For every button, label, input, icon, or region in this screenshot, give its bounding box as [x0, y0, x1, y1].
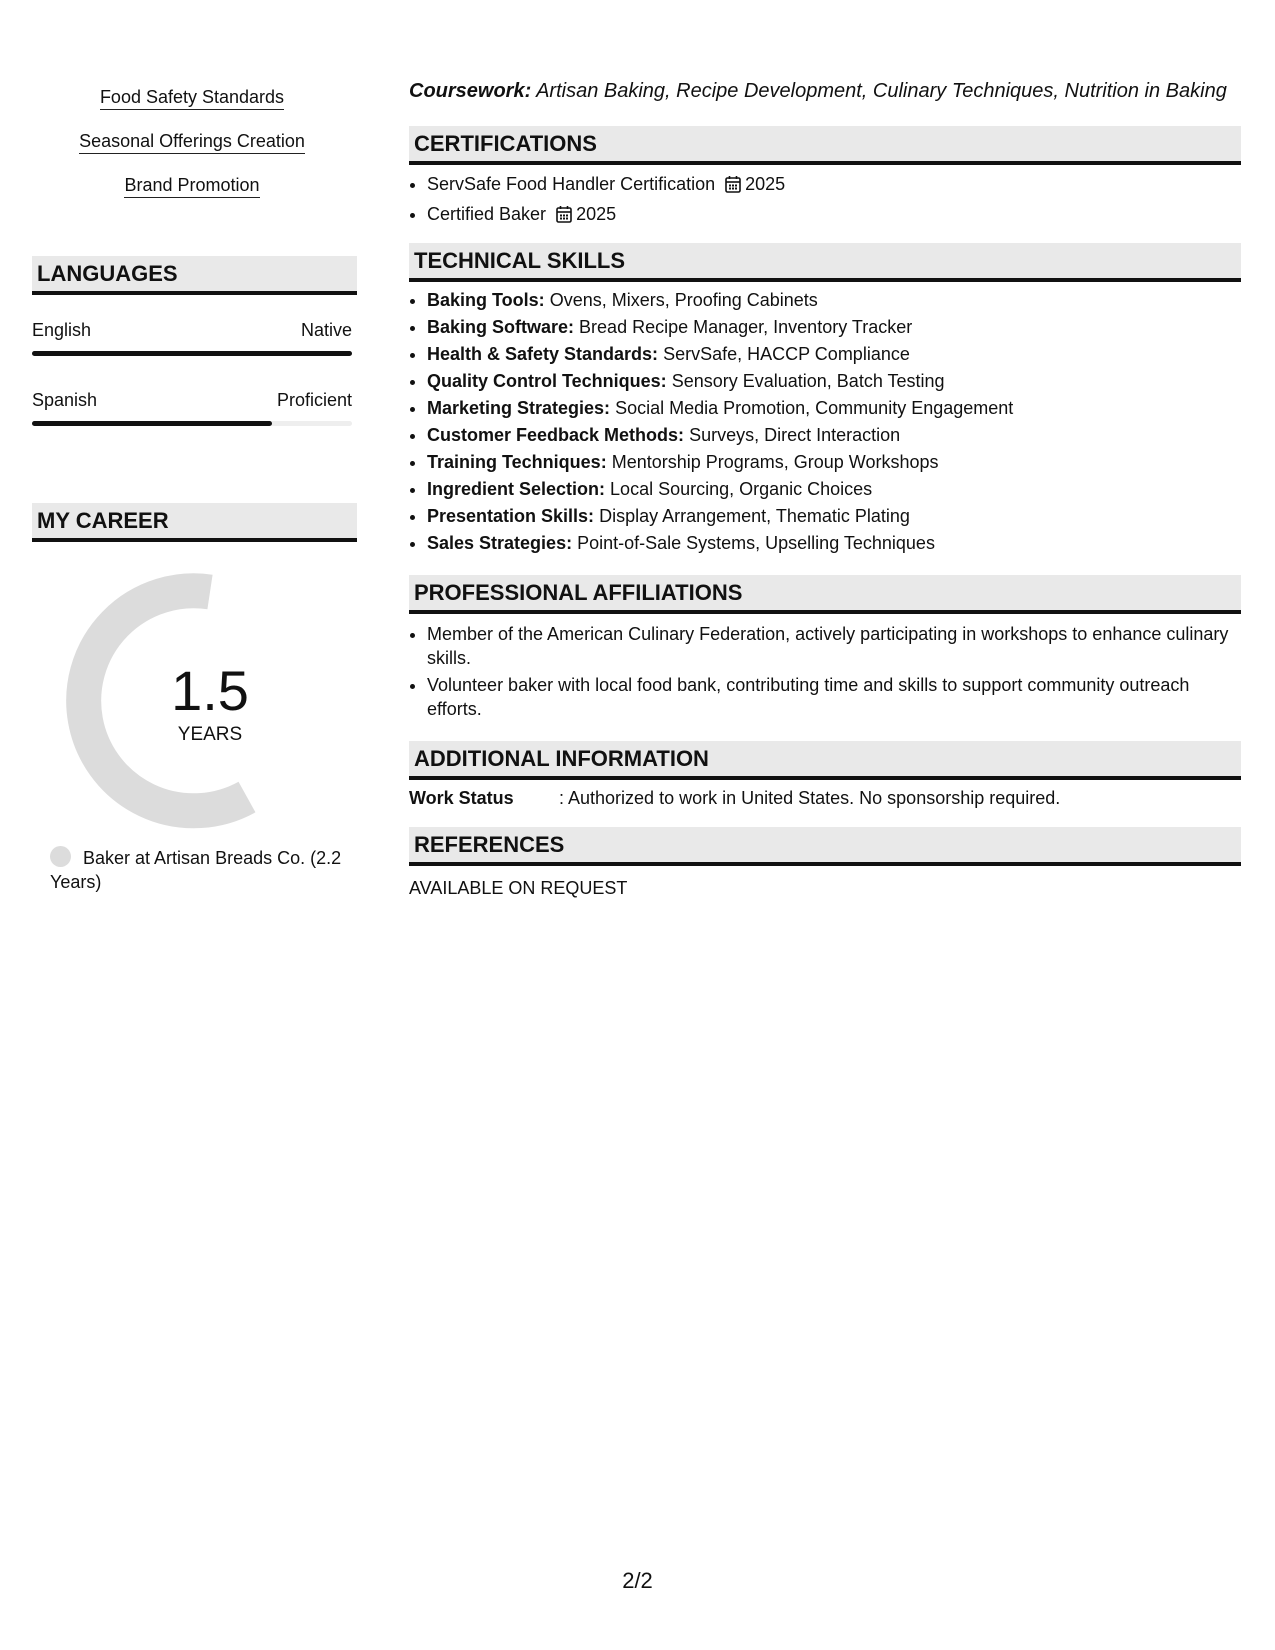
certifications-list	[409, 171, 1241, 231]
certification-year: 2025	[745, 174, 786, 194]
skill-value: Local Sourcing, Organic Choices	[610, 479, 873, 499]
language-bar	[32, 351, 352, 356]
legend-swatch	[50, 846, 71, 867]
certification-name: ServSafe Food Handler Certification	[427, 174, 716, 194]
certifications-section	[409, 126, 1241, 231]
skill-value: Display Arrangement, Thematic Plating	[599, 506, 910, 526]
skill-chips	[32, 86, 352, 218]
work-status-value: : Authorized to work in United States. No sponsorship required.	[559, 788, 1061, 808]
career-total-unit: YEARS	[177, 724, 243, 745]
coursework-label: Coursework:	[409, 80, 532, 102]
certification-name: Certified Baker	[427, 204, 547, 224]
affiliations-list	[409, 622, 1241, 721]
skill-item	[427, 503, 1241, 530]
languages-heading: LANGUAGES	[32, 256, 357, 295]
language-bar	[32, 421, 352, 426]
skill-value: Social Media Promotion, Community Engagement	[615, 398, 1014, 418]
skill-label: Sales Strategies:	[427, 533, 573, 553]
skill-value: Ovens, Mixers, Proofing Cabinets	[549, 290, 818, 310]
affiliation-item: • Volunteer baker with local food bank, contributing time and skills to support community outreach efforts.	[427, 673, 1241, 721]
skill-label: Quality Control Techniques:	[427, 371, 667, 391]
skill-item	[427, 422, 1241, 449]
additional-info-section	[409, 741, 1241, 810]
references-heading: REFERENCES	[409, 827, 1241, 866]
skill-item	[427, 395, 1241, 422]
language-level: Native	[300, 320, 352, 340]
skill-value: Mentorship Programs, Group Workshops	[611, 452, 939, 472]
skill-label: Training Techniques:	[427, 452, 607, 472]
references-text: AVAILABLE ON REQUEST	[409, 878, 628, 898]
skill-item	[427, 476, 1241, 503]
career-legend	[50, 846, 350, 894]
language-bar-fill	[32, 351, 352, 356]
language-name: Spanish	[32, 390, 98, 410]
affiliations-section	[409, 575, 1241, 724]
work-status-row	[409, 786, 1241, 810]
skill-value: Point-of-Sale Systems, Upselling Techniques	[577, 533, 935, 553]
additional-info-heading: ADDITIONAL INFORMATION	[409, 741, 1241, 780]
career-total-value: 1.5	[171, 659, 249, 722]
calendar-icon	[725, 174, 741, 201]
affiliations-heading: PROFESSIONAL AFFILIATIONS	[409, 575, 1241, 614]
language-bar-fill	[32, 421, 272, 426]
skill-label: Customer Feedback Methods:	[427, 425, 685, 445]
language-level: Proficient	[276, 390, 352, 410]
skill-item	[427, 341, 1241, 368]
technical-skills-section	[409, 243, 1241, 557]
certifications-heading: CERTIFICATIONS	[409, 126, 1241, 165]
calendar-icon	[556, 204, 572, 231]
technical-skills-list	[409, 287, 1241, 557]
certification-year: 2025	[576, 204, 617, 224]
skill-item	[427, 314, 1241, 341]
skill-label: Presentation Skills:	[427, 506, 595, 526]
skill-item	[427, 530, 1241, 557]
career-donut-chart	[62, 580, 249, 820]
skill-item	[427, 368, 1241, 395]
affiliation-item: • Member of the American Culinary Federation, actively participating in workshops to enhance culinary skills.	[427, 622, 1241, 670]
legend-label: Baker at Artisan Breads Co. (2.2 Years)	[50, 848, 342, 892]
skill-label: Health & Safety Standards:	[427, 344, 659, 364]
coursework-text: Artisan Baking, Recipe Development, Culinary Techniques, Nutrition in Baking	[536, 80, 1227, 102]
skill-chip: Brand Promotion	[124, 174, 259, 198]
skill-label: Ingredient Selection:	[427, 479, 606, 499]
certification-item	[427, 201, 1241, 231]
skill-value: Bread Recipe Manager, Inventory Tracker	[579, 317, 913, 337]
skill-item	[427, 449, 1241, 476]
language-name: English	[32, 320, 92, 340]
skill-item	[427, 287, 1241, 314]
skill-label: Marketing Strategies:	[427, 398, 611, 418]
skill-label: Baking Tools:	[427, 290, 545, 310]
skill-chip: Food Safety Standards	[100, 86, 284, 110]
references-section	[409, 827, 1241, 900]
page-number: 2/2	[622, 1568, 653, 1593]
skill-value: Surveys, Direct Interaction	[689, 425, 901, 445]
certification-item	[427, 171, 1241, 201]
skill-label: Baking Software:	[427, 317, 575, 337]
work-status-label: Work Status	[409, 788, 514, 808]
coursework-line	[409, 80, 1249, 103]
technical-skills-heading: TECHNICAL SKILLS	[409, 243, 1241, 282]
career-heading: MY CAREER	[32, 503, 357, 542]
skill-chip: Seasonal Offerings Creation	[79, 130, 305, 154]
skill-value: Sensory Evaluation, Batch Testing	[671, 371, 945, 391]
skill-value: ServSafe, HACCP Compliance	[663, 344, 910, 364]
